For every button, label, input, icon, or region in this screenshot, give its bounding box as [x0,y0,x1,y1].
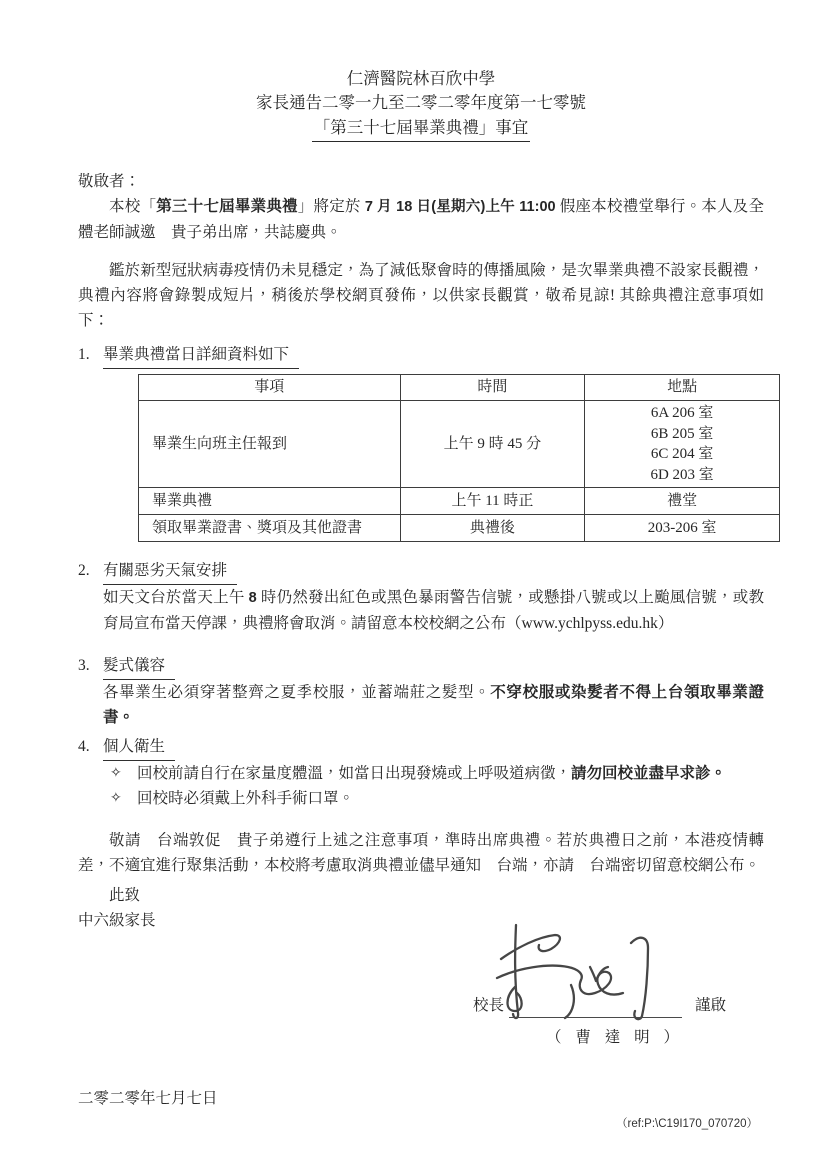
b1-run-1-warning: 請勿回校並盡早求診。 [571,765,727,782]
s2-run-2: 時仍然發出紅色或黑色暴雨警告信號，或懸掛八號或以上颱風信號，或教育局宣布當天停課，典禮將會取消。請留意本校校網之公布（www.ychlpyss.edu.hk） [103,589,764,632]
s3-run-0: 各畢業生必須穿著整齊之夏季校服，並蓄端莊之髮型。 [103,684,491,701]
section-3-number: 3. [78,657,90,674]
row2-time: 上午 11 時正 [400,488,585,515]
principal-role-label: 校長 [473,997,505,1014]
notice-number-line: 家長通告二零一九至二零二零年度第一七零號 [256,93,586,112]
row1-location-line-4: 6D 203 室 [650,466,714,483]
table-header-item: 事項 [139,375,401,401]
section-1-number: 1. [78,346,90,363]
row3-item: 領取畢業證書、獎項及其他證書 [139,515,401,542]
p1-run-1-ceremony-name: 第三十七屆畢業典禮 [156,198,298,215]
section-4-hygiene [78,734,764,811]
section-1-ceremony-details [78,342,764,558]
section-3-appearance [78,653,764,730]
table-row [139,401,780,488]
section-2-bad-weather [78,558,764,636]
p1-run-0: 本校「 [109,198,157,215]
hygiene-bullet-1-text [137,761,764,786]
row2-item: 畢業典禮 [139,488,401,515]
row1-time: 上午 9 時 45 分 [400,401,585,488]
row1-location-line-1: 6A 206 室 [650,405,714,421]
salutation: 敬啟者： [78,173,141,190]
section-3-heading: 髮式儀容 [103,653,175,680]
table-header-row [139,375,780,401]
signature-block [78,933,764,1048]
farewell-recipient: 中六級家長 [78,912,156,929]
school-name: 仁濟醫院林百欣中學 [346,69,496,88]
section-2-body [103,585,764,636]
intro-paragraph-1 [78,194,764,245]
signature-line-row [473,993,726,1018]
s3-run-1-warning: 不穿校服或染髮者不得上台領取畢業證書。 [103,684,764,726]
hygiene-bullet-2 [103,786,764,811]
respectfully-label: 謹啟 [695,997,727,1014]
principal-name: （ 曹 達 明 ） [546,1029,685,1046]
row2-location: 禮堂 [585,488,780,515]
section-1-heading: 畢業典禮當日詳細資料如下 [103,342,299,369]
section-3-content [103,653,764,730]
signature-underline [509,993,682,1018]
s2-run-0: 如天文台於當天上午 [103,589,249,606]
intro-paragraph-2: 鑑於新型冠狀病毒疫情仍未見穩定，為了減低聚會時的傳播風險，是次畢業典禮不設家長觀禮，典禮內容將會錄製成短片，稍後於學校網頁發佈，以供家長觀賞，敬希見諒! 其餘典禮注意事項如下： [78,262,764,329]
row1-item: 畢業生向班主任報到 [139,401,401,488]
table-header-time: 時間 [400,375,585,401]
hygiene-bullet-2-text: 回校時必須戴上外科手術口罩。 [137,790,355,807]
hygiene-bullet-1 [103,761,764,786]
subject-line-wrap [78,116,764,142]
section-3-body [103,680,764,730]
subject-title: 「第三十七屆畢業典禮」事宜 [312,116,531,142]
section-4-heading: 個人衛生 [103,734,175,761]
s2-run-1-time: 8 [248,590,257,606]
diamond-bullet-icon: ✧ [110,766,122,781]
row3-time: 典禮後 [400,515,585,542]
p1-run-3-date-time: 7 月 18 日(星期六)上午 11:00 [364,199,556,215]
document-header [78,67,764,142]
farewell-cije: 此致 [109,887,141,904]
row1-location [585,401,780,488]
p1-run-4: 假座本校禮堂舉行。本人及全體老師誠邀 貴子弟出席，共誌慶典。 [78,198,764,241]
document-reference: （ref:P:\C19I170_070720） [616,1118,758,1130]
section-1-content [103,342,780,558]
row1-location-line-3: 6C 204 室 [650,446,714,462]
b1-run-0: 回校前請自行在家量度體溫，如當日出現發燒或上呼吸道病徵， [137,765,572,782]
table-row [139,515,780,542]
section-2-content [103,558,764,636]
ceremony-schedule-table [138,374,780,542]
table-header-location: 地點 [585,375,780,401]
diamond-bullet-icon: ✧ [110,791,122,806]
row3-location: 203-206 室 [585,515,780,542]
row1-location-line-2: 6B 205 室 [650,425,714,442]
table-row [139,488,780,515]
p1-run-2: 」將定於 [297,198,365,215]
section-2-heading: 有關惡劣天氣安排 [103,558,237,585]
section-4-content [103,734,764,811]
section-2-number: 2. [78,562,90,579]
section-4-number: 4. [78,738,90,755]
closing-paragraph: 敬請 台端敦促 貴子弟遵行上述之注意事項，準時出席典禮。若於典禮日之前，本港疫情轉差，不適宜進行聚集活動，本校將考慮取消典禮並儘早通知 台端，亦請 台端密切留意校網公布。 [78,832,764,874]
document-date: 二零二零年七月七日 [78,1090,218,1107]
